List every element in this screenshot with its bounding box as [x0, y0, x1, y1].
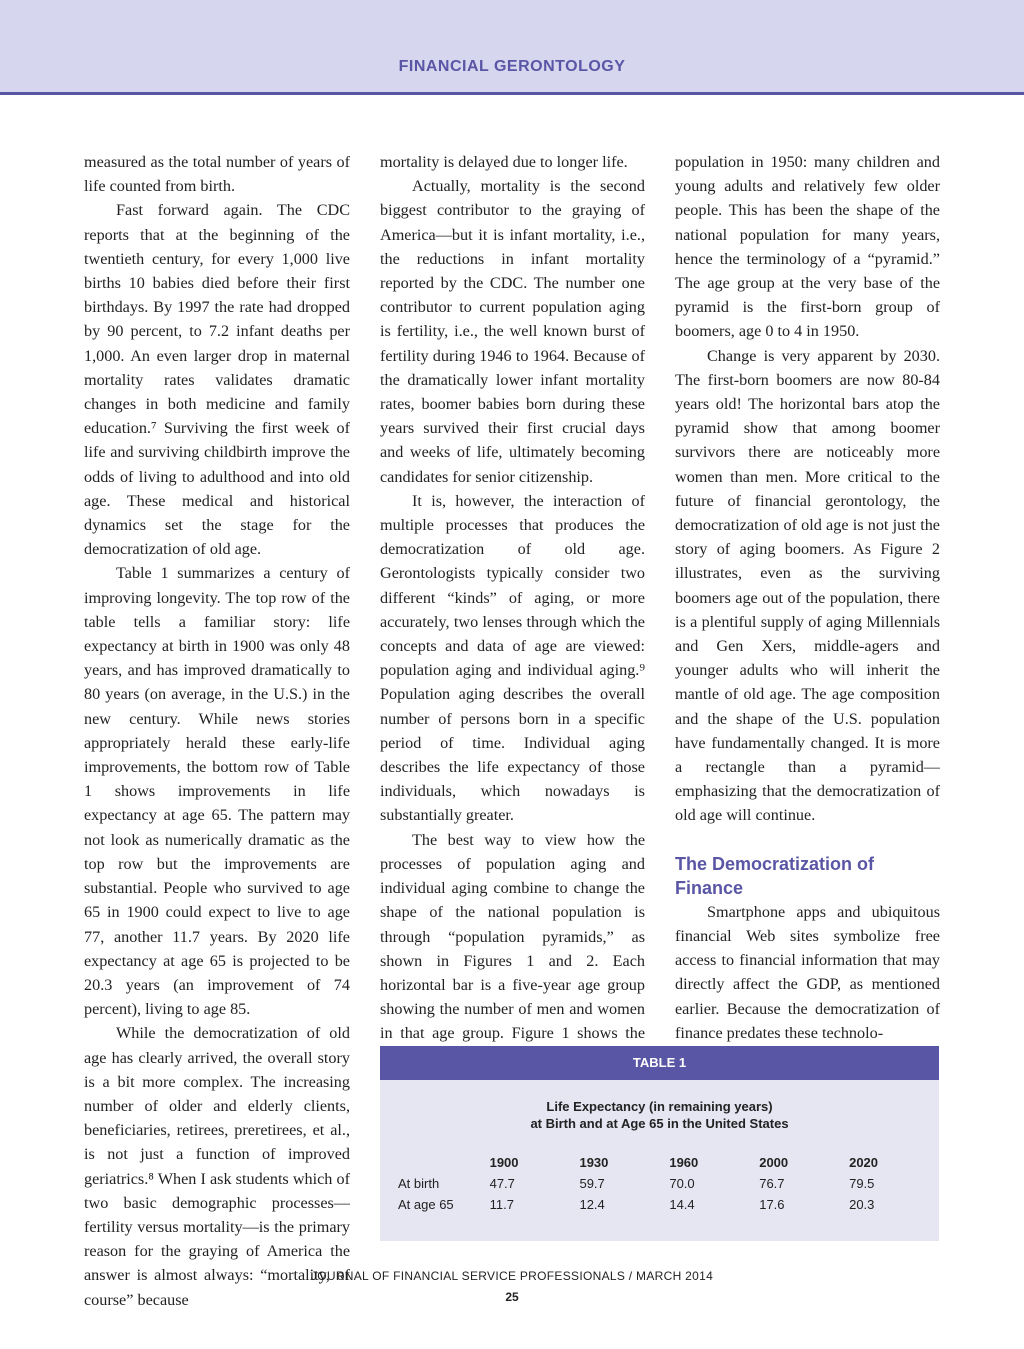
table-row	[398, 1173, 939, 1194]
paragraph: The best way to view how the processes of population aging and individual aging combine to change the shape of the national population is through “population pyramids,” as shown in Figures 1 and 2. Each horizontal bar is a five-year age group showing the number of men and women in that age group. Figure 1 shows the	[380, 830, 645, 1043]
table-cell: 20.3	[849, 1197, 875, 1212]
header-band	[0, 0, 1024, 95]
table-column-header	[398, 1152, 490, 1173]
table-title	[380, 1098, 939, 1132]
paragraph: population in 1950: many children and young adults and relatively few older people. This has been the shape of the national population for many years, hence the terminology of a “pyramid.” The age group at the very base of the pyramid is the first-born group of boomers, age 0 to 4 in 1950.	[675, 153, 940, 341]
paragraph: Smartphone apps and ubiquitous financial Web sites symbolize free access to financial information that may directly affect the GDP, as mentioned earlier. Because the democratization of finance predates these technolo-	[675, 902, 940, 1042]
paragraph: mortality is delayed due to longer life.	[380, 153, 628, 171]
table-cell: 70.0	[669, 1176, 695, 1191]
column-3-continued	[675, 900, 940, 1045]
table-label: TABLE 1	[380, 1046, 939, 1080]
table-cell: 59.7	[579, 1176, 605, 1191]
table-cell: 14.4	[669, 1197, 695, 1212]
paragraph: Table 1 summarizes a century of improving longevity. The top row of the table tells a familiar story: life expectancy at birth in 1900 was only 48 years, and has improved dramatically to 80 years (on average, in the U.S.) in the new century. While news stories appropriately herald these early-life improvements, the bottom row of Table 1 shows improvements in life expectancy at age 65. The pattern may not look as numerically dramatic as the top row but the improvements are substantial. People who survived to age 65 in 1900 could expect to live to age 77, another 11.7 years. By 2020 life expectancy at age 65 is projected to be 20.3 years (an improvement of 74 percent), living to age 85.	[84, 564, 350, 1019]
text-column-3	[675, 150, 940, 1045]
table-cell: 12.4	[579, 1197, 605, 1212]
column-3-body	[675, 150, 940, 828]
paragraph: measured as the total number of years of life counted from birth.	[84, 153, 350, 196]
table-title-line-1: Life Expectancy (in remaining years)	[546, 1099, 773, 1114]
paragraph: Actually, mortality is the second biggest contributor to the graying of America—but it is infant mortality, i.e., the reductions in infant mortality reported by the CDC. The number one contributor to current population aging is fertility, i.e., the well known burst of fertility during 1946 to 1964. Because of the dramatically lower infant mortality rates, boomer babies born during these years survived their first crucial days and weeks of life, ultimately becoming candidates for senior citizenship.	[380, 177, 645, 486]
table-column-header: 2000	[759, 1155, 789, 1170]
table-title-line-2: at Birth and at Age 65 in the United States	[530, 1116, 789, 1131]
table-column-header: 1930	[579, 1155, 609, 1170]
table-header-row	[398, 1152, 939, 1173]
table-1	[380, 1046, 939, 1241]
table-cell: 47.7	[489, 1176, 515, 1191]
paragraph: While the democratization of old age has clearly arrived, the overall story is a bit more complex. The increasing number of older and elderly clients, beneficiaries, retirees, preretirees, et al., is not just a function of improved geriatrics.⁸ When I ask students which of two basic demographic processes—fertility versus mortality—is the primary reason for the graying of America the answer is almost always: “mortality, of course” because	[84, 1024, 350, 1309]
table-cell: 79.5	[849, 1176, 875, 1191]
journal-footer: JOURNAL OF FINANCIAL SERVICE PROFESSIONALS / MARCH 2014	[310, 1269, 714, 1283]
table-cell: 76.7	[759, 1176, 785, 1191]
life-expectancy-table	[398, 1152, 939, 1215]
table-row-label: At age 65	[398, 1197, 454, 1212]
text-column-2	[380, 150, 645, 1070]
table-row	[398, 1194, 939, 1215]
table-column-header: 2020	[849, 1155, 879, 1170]
table-cell: 17.6	[759, 1197, 785, 1212]
text-column-1	[84, 150, 350, 1312]
table-column-header: 1900	[489, 1155, 519, 1170]
paragraph: Change is very apparent by 2030. The first-born boomers are now 80-84 years old! The horizontal bars atop the pyramid show that among boomer survivors there are noticeably more women than men. More critical to the future of financial gerontology, the democratization of old age is not just the story of aging boomers. As Figure 2 illustrates, even as the surviving boomers age out of the population, there is a plentiful supply of aging Millennials and Gen Xers, middle-agers and younger adults who will inherit the mantle of old age. The age composition and the shape of the U.S. population have fundamentally changed. It is more a rectangle than a pyramid—emphasizing that the democratization of old age will continue.	[675, 346, 940, 825]
page-number: 25	[505, 1290, 519, 1304]
running-header: FINANCIAL GERONTOLOGY	[398, 58, 626, 75]
table-column-header: 1960	[669, 1155, 699, 1170]
table-body	[398, 1173, 939, 1215]
table-row-label: At birth	[398, 1176, 440, 1191]
paragraph: It is, however, the interaction of multiple processes that produces the democratization of old age. Gerontologists typically consider two different “kinds” of aging, or more accurately, two lenses through which the concepts and data of age are viewed: population aging and individual aging.⁹ Population aging describes the overall number of persons born in a specific period of time. Individual aging describes the life expectancy of those individuals, which nowadays is substantially greater.	[380, 491, 645, 825]
section-heading: The Democratization of Finance	[675, 853, 875, 898]
table-cell: 11.7	[489, 1197, 514, 1212]
paragraph: Fast forward again. The CDC reports that at the beginning of the twentieth century, for every 1,000 live births 10 babies died before their first birthdays. By 1997 the rate had dropped by 90 percent, to 7.2 infant deaths per 1,000. An even larger drop in maternal mortality rates validates dramatic changes in both medicine and family education.⁷ Surviving the first week of life and surviving childbirth improve the odds of living to adulthood and into old age. These medical and historical dynamics set the stage for the democratization of old age.	[84, 201, 350, 559]
